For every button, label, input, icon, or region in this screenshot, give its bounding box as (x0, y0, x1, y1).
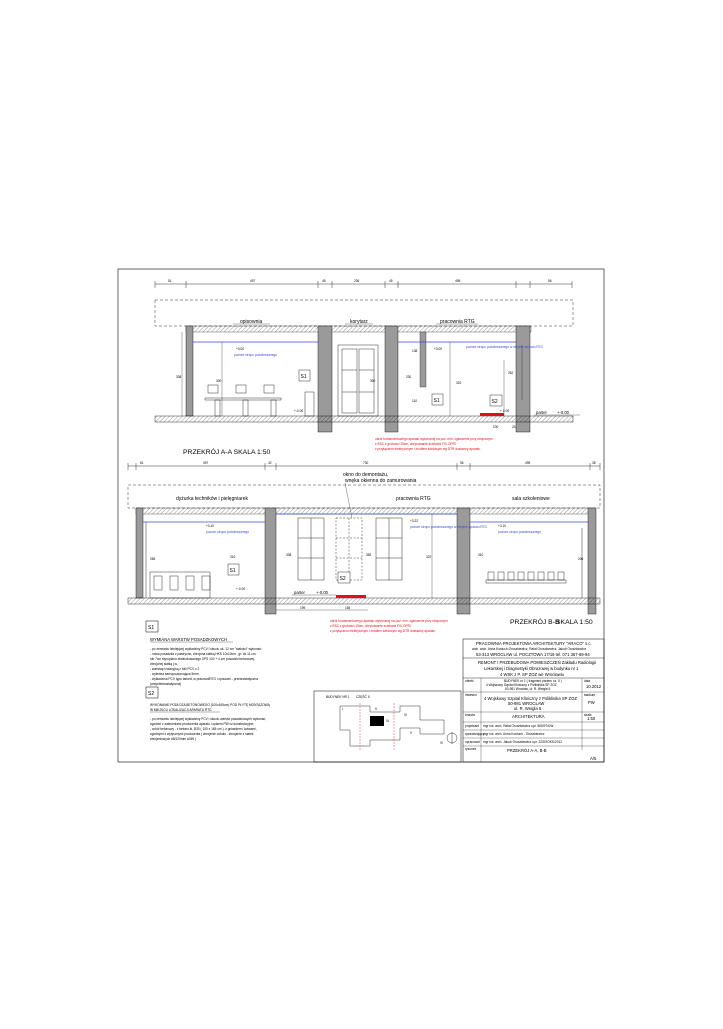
title-block (463, 639, 604, 762)
aa-height-4: 262 (508, 371, 514, 375)
aa-floor (155, 416, 573, 422)
bb-bottom-dim-1: 165 (345, 606, 351, 610)
tb-skala-label: skala (584, 713, 592, 717)
bb-ceiling-slab (136, 508, 592, 514)
key-plan-outline (340, 706, 444, 746)
note-s2-title-2: W MIEJSCU LOKALIZACJI APARATU RTG (150, 708, 212, 712)
tb-inwestor-value-1: 4 Wojskowy Szpital Kliniczny z Poliklinika SP ZOZ (484, 696, 577, 701)
note-s2-tag: S2 (148, 691, 155, 697)
tb-stadium-label: stadium (584, 693, 596, 697)
tb-inwestor-value-2: 50-981 WROCŁAW (508, 701, 545, 706)
bb-dim-3: 730 (363, 461, 369, 465)
tb-project-title-1: REMONT I PRZEBUDOWA POMIESZCZEŃ Zakładu Radiologii (478, 660, 597, 665)
tb-inwestor-value-3: ul. R. Weigla 5 (514, 706, 542, 711)
tb-branza-value: ARCHITEKTURA (512, 714, 545, 719)
aa-wall-left (186, 326, 193, 416)
bb-s2-label: S2 (339, 576, 346, 582)
bb-height-6: 206 (578, 557, 584, 561)
note-s2-line-1: zgodnie z zaleceniami producenta aparatu i opisem PW cz.konstrukcyjne; (150, 722, 254, 726)
aa-height-2: 300 (370, 379, 376, 383)
bb-s1-label: S1 (229, 568, 236, 574)
tb-project-title-2: Lekarskiej i Diagnostyki Obrazowej w budynku nr 1 (484, 666, 579, 671)
aa-height-0: 338 (176, 375, 182, 379)
bb-floor (128, 598, 600, 604)
aa-dim-3: 236 (354, 279, 360, 283)
tb-inwestor-label: inwestor (465, 693, 477, 697)
bb-wall-left (136, 508, 143, 598)
aa-parter-level: +-0.00 (557, 410, 569, 415)
note-s1-line-4: - warstwę izolacyjną z folii PCV x 2 (150, 667, 200, 671)
bb-scale: SKALA 1:50 (556, 619, 593, 626)
tb-firm-name: PRACOWNIA PROJEKTOWA ARCHITEKTURY "ARACO" s.c. (476, 641, 592, 646)
tb-drawing-title: PRZEKRÓJ A-A, B-B (507, 748, 547, 753)
bb-room-1: pracownia RTG (396, 496, 431, 502)
key-plan-marker (370, 716, 384, 726)
note-s1-line-2: lub 7cm styropianu ekstrudowanego XPS 100 + 4 cm posadzki betonowej, (150, 657, 255, 661)
key-plan-label-4: V (410, 731, 413, 735)
bb-red-note-2: z przyłączem elektrycznym i źródłem kablowym wg DTR dostawcy aparatu (330, 629, 436, 633)
aa-level-300: +3.00 (236, 347, 245, 351)
key-plan-building: BUDYNEK NR 1 (326, 695, 350, 699)
note-s2-title: WYKONANIE PODŁOŻA BETONOWEGO (100x165cm) POD PŁYTĘ MONTAŻOWĄ (150, 703, 270, 707)
key-plan-label-0: I (342, 707, 343, 711)
tb-obiekt-label: obiekt (465, 679, 474, 683)
aa-height-3: 322 (456, 381, 462, 385)
aa-level-zero-rtg: +-0.00 (500, 409, 510, 413)
aa-bottom-dim-0: 100 (493, 425, 499, 429)
aa-s2-label: S2 (491, 399, 498, 405)
bb-room-0: dyżurka techników i pielęgniarek (176, 496, 248, 502)
note-s2-line-0: - po zerwaniu istniejącej wykładziny PCV i skuciu warstw posadzkowych wykonać; (150, 717, 267, 721)
note-s1-tag: S1 (148, 625, 155, 631)
tb-spraw-label: sprawdzający (465, 732, 485, 736)
bb-window-right (376, 518, 402, 580)
note-s1-line-1: - nowa posadzka z pastrycho, zbrojona siatką HKS 10x10cm , gr. ok 11 cm (150, 652, 256, 656)
bb-level-zero: +-0.00 (236, 587, 246, 591)
bb-window-left (298, 518, 324, 580)
aa-bottom-dim-1: 24 (512, 425, 516, 429)
aa-dim-6: 56 (548, 279, 552, 283)
tb-sheet-no: A/5 (590, 756, 597, 761)
note-s1-line-5: - wylewka samopoziomująca 5mm (150, 672, 199, 676)
aa-dim-4: 45 (389, 279, 393, 283)
bb-height-5: 310 (478, 553, 484, 557)
aa-ceiling-note: poziom stropu podwieszanego (234, 353, 278, 357)
key-plan-label-5: VI (440, 741, 444, 745)
tb-oprac-label: opracował (465, 740, 480, 744)
aa-parter-label: parter (536, 410, 547, 415)
key-plan-frame (314, 691, 461, 762)
key-plan-label-1: II (375, 707, 377, 711)
bb-dim-0: 51 (140, 461, 144, 465)
bb-window-note-1: okno do demontażu, (343, 472, 389, 478)
tb-skala-value: 1:50 (587, 716, 596, 721)
bb-dim-2: 42 (268, 461, 272, 465)
key-plan-part: CZĘŚĆ II (356, 695, 370, 699)
aa-room-2: pracownia RTG (440, 319, 475, 325)
bb-dim-5: 495 (525, 461, 531, 465)
tb-data-value: 10.2012 (586, 684, 602, 689)
bb-red-note-0: obrót fundamentowego aparatu wykonanej na poz. min. zgłoszenie przy stropowym (330, 619, 448, 623)
tb-firm-people: arch. arch. Anna Kostuch-Oruszkiewicz, Rafał Oruszkiewicz, Jakub Oruszkiewicz (472, 647, 587, 651)
bb-parter-level: +-0.00 (316, 590, 328, 595)
aa-red-note-0: obrót fundamentowego aparatu wykonanej na poz. min. zgłoszenie przy stropowym (375, 437, 493, 441)
tb-branza-label: branża (465, 713, 475, 717)
aa-concrete-base (480, 413, 504, 416)
aa-room-0: opisownia (240, 319, 263, 325)
bb-concrete-base (336, 595, 366, 598)
tb-rysunek-label: rysunek (465, 747, 477, 751)
tb-proj-label: projektant (465, 724, 479, 728)
aa-level-zero: +-0.00 (294, 409, 304, 413)
aa-height-5: 230 (406, 375, 412, 379)
aa-title: PRZEKRÓJ A-A SKALA 1:50 (183, 449, 271, 456)
tb-obiekt-value-2: 4 Wojskowy Szpital Kliniczny z Poliklinika SP ZOZ (486, 683, 557, 687)
bb-height-4: 322 (426, 555, 432, 559)
aa-red-note-1: z BSC z grubości 15cm, obrysowanie ściekami FIX-OPRI (375, 442, 456, 446)
note-s1-line-3: zbrojonej siatką j.w. (150, 662, 178, 666)
note-s2-line-3: zgodnymi z wytycznymi producenta ( zbrojenie cokołu - zbrojenie z siatek (150, 732, 254, 736)
aa-red-note-2: z przyłączem elektrycznym i źródłem kablowym wg DTR dostawcy aparatu (375, 447, 481, 451)
section-aa (155, 279, 580, 456)
note-s2-line-4: zbrojeniowych #8/120mm AIIIN ) (150, 737, 196, 741)
aa-height-7: 138 (412, 349, 418, 353)
aa-dim-2: 45 (322, 279, 326, 283)
aa-s1-label: S1 (300, 374, 307, 380)
bb-height-0: 338 (286, 553, 292, 557)
key-plan (314, 691, 461, 762)
tb-oprac-value: mgr inż. arch. Jakub Oruszkiewicz upr. 22/DSOKK/2012 (483, 740, 563, 744)
tb-spraw-value: mgr inż. arch. Anna Kostuch - Oruszkiewicz (483, 732, 545, 736)
aa-ceiling-slab (186, 326, 531, 332)
tb-project-title-3: 4 WSK z P. SP ZOZ we Wrocławiu (500, 672, 564, 677)
bb-title: PRZEKRÓJ B-B (510, 619, 560, 626)
note-s1-line-0: - po zerwaniu istniejącej wykładziny PCV i skuciu ok. 12 cm "stałości" wykonać: (150, 647, 262, 651)
bb-height-3: 382 (366, 553, 372, 557)
bb-training-room-chairs (486, 528, 582, 598)
section-bb (128, 461, 600, 633)
note-s2-line-2: - cokół betonowy - z betonu kl. B30 ( 100 x 165 cm ), z gniazdem i kotwami, (150, 727, 257, 731)
bb-ceiling-note-2: poziom stropu podwieszanego (498, 530, 542, 534)
notes-block (146, 621, 271, 741)
bb-ceiling-note-0: poziom stropu podwieszanego (206, 530, 250, 534)
bb-red-note-1: z BSC z grubości 15cm, obrysowanie ściekami FIX-OPRI (330, 624, 411, 628)
bb-room-2: sala szkoleniowe (512, 496, 550, 502)
tb-proj-value: mgr inż. arch. Rafał Oruszkiewicz upr. 565/97/UW (483, 724, 554, 728)
bb-height-2: 310 (230, 555, 236, 559)
bb-height-1: 265 (150, 557, 156, 561)
bb-level-310-sala: +3.10 (498, 524, 507, 528)
aa-level-300-rtg: +3.00 (434, 347, 443, 351)
note-s1-line-7: (antyelektrostatyczna) (150, 682, 182, 686)
bb-level-310: +3.10 (206, 524, 215, 528)
tb-firm-address: 53-313 WROCŁAW ul. POCZTOWA 17/19 tel. 071 367-69-94 (476, 652, 590, 657)
tb-stadium-value: PW (588, 700, 595, 705)
bb-dim-6: 38 (592, 461, 596, 465)
tb-obiekt-value-3: 50-981 Wrocław, ul. R. Weigla 5 (505, 687, 551, 691)
note-s1-line-6: - wykładzina PCV typu tarkett, w pracowniRTG i opisowni - przeciwstatyczna (150, 677, 258, 681)
aa-dim-5: 495 (455, 279, 461, 283)
aa-s1-label-rtg: S1 (433, 398, 440, 404)
aa-rtg-partition (420, 332, 426, 387)
aa-dim-0: 51 (168, 279, 172, 283)
aa-height-1: 300 (216, 379, 222, 383)
bb-bottom-dim-0: 199 (300, 606, 306, 610)
bb-window-note-2: wnęka okienna do zamurowania (345, 478, 417, 484)
note-s1-title: WYMIANA WARSTW POSADZKOWYCH (150, 637, 228, 642)
bb-ceiling-note-1: poziom stropu podwieszanego w obrębie aparatu RTG (410, 525, 488, 529)
tb-data-label: data (584, 679, 591, 683)
bb-duty-room-furniture (146, 522, 210, 598)
bb-dim-4: 56 (460, 461, 464, 465)
bb-dim-1: 497 (203, 461, 209, 465)
tb-obiekt-value-1: BUDYNEK nr 1 ( fragment parteru cz. II ) (504, 679, 562, 683)
key-plan-label-2: III (386, 719, 389, 723)
aa-height-6: 110 (412, 399, 418, 403)
bb-window-walled (336, 518, 362, 580)
bb-level-322: +3.22 (410, 519, 419, 523)
key-plan-label-3: IV (404, 713, 408, 717)
bb-parter-label: parter (294, 590, 305, 595)
aa-dim-1: 497 (250, 279, 256, 283)
aa-room-1: korytarz (350, 319, 368, 325)
aa-ceiling-note-rtg: poziom stropu podwieszanego w obrębie aparatu RTG (466, 345, 544, 349)
